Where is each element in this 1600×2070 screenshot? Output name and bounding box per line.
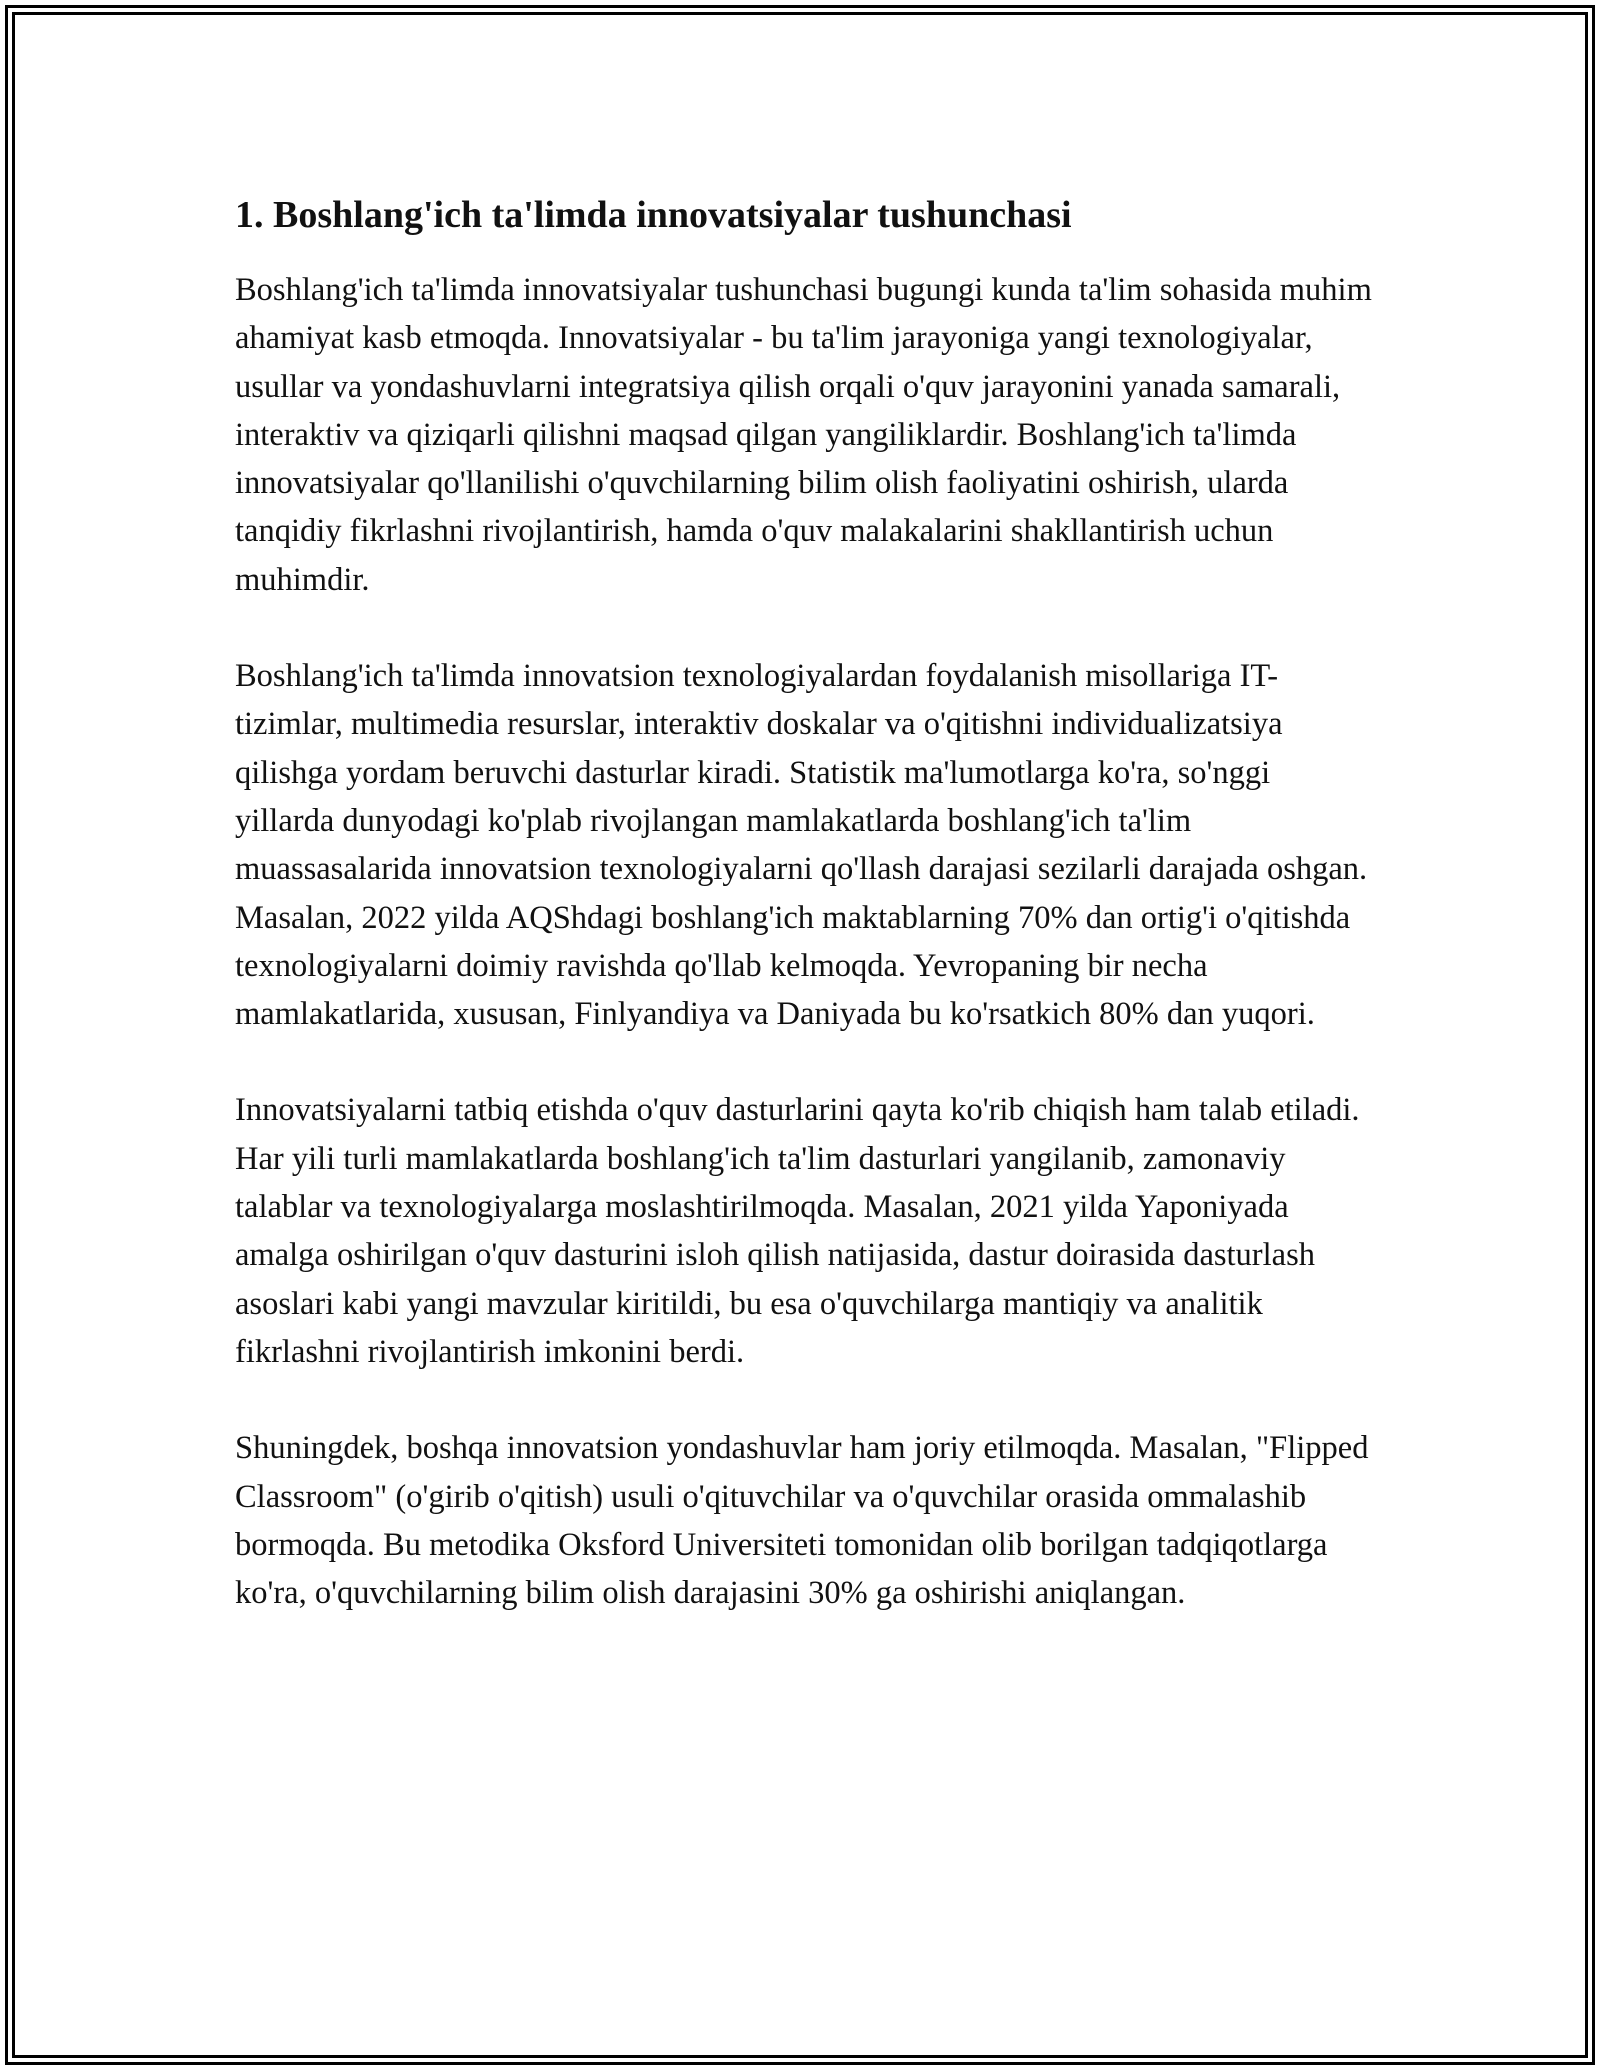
section-heading: 1. Boshlang'ich ta'limda innovatsiyalar tushunchasi <box>235 194 1072 236</box>
paragraph-3: Innovatsiyalarni tatbiq etishda o'quv dasturlarini qayta ko'rib chiqish ham talab etiladi. Har yili turli mamlakatlarda boshlang'ich ta'lim dasturlari yangilanib, zamonaviy talablar va texnologiyalarga moslashtirilmoqda. Masalan, 2021 yilda Yaponiyada amalga oshirilgan o'quv dasturini isloh qilish natijasida, dastur doirasida dasturlash asoslari kabi yangi mavzular kiritildi, bu esa o'quvchilarga mantiqiy va analitik fikrlashni rivojlantirish imkonini berdi. <box>235 1092 1360 1370</box>
paragraph-4: Shuningdek, boshqa innovatsion yondashuvlar ham joriy etilmoqda. Masalan, "Flipped Classroom" (o'girib o'qitish) usuli o'qituvchilar va o'quvchilar orasida ommalashib bormoqda. Bu metodika Oksford Universiteti tomonidan olib borilgan tadqiqotlarga ko'ra, o'quvchilarning bilim olish darajasini 30% ga oshirishi aniqlangan. <box>235 1430 1369 1612</box>
paragraph-2: Boshlang'ich ta'limda innovatsion texnologiyalardan foydalanish misollariga IT-tizimlar, multimedia resurslar, interaktiv doskalar va o'qitishni individualizatsiya qilishga yordam beruvchi dasturlar kiradi. Statistik ma'lumotlarga ko'ra, so'nggi yillarda dunyodagi ko'plab rivojlangan mamlakatlarda boshlang'ich ta'lim muassasalarida innovatsion texnologiyalarni qo'llash darajasi sezilarli darajada oshgan. Masalan, 2022 yilda AQShdagi boshlang'ich maktablarning 70% dan ortig'i o'qitishda texnologiyalarni doimiy ravishda qo'llab kelmoqda. Yevropaning bir necha mamlakatlarida, xususan, Finlyandiya va Daniyada bu ko'rsatkich 80% dan yuqori. <box>235 658 1368 1033</box>
document-body <box>235 190 1375 1665</box>
paragraph-1: Boshlang'ich ta'limda innovatsiyalar tushunchasi bugungi kunda ta'lim sohasida muhim ahamiyat kasb etmoqda. Innovatsiyalar - bu ta'lim jarayoniga yangi texnologiyalar, usullar va yondashuvlarni integratsiya qilish orqali o'quv jarayonini yanada samarali, interaktiv va qiziqarli qilishni maqsad qilgan yangiliklardir. Boshlang'ich ta'limda innovatsiyalar qo'llanilishi o'quvchilarning bilim olish faoliyatini oshirish, ularda tanqidiy fikrlashni rivojlantirish, hamda o'quv malakalarini shakllantirish uchun muhimdir. <box>235 272 1372 598</box>
